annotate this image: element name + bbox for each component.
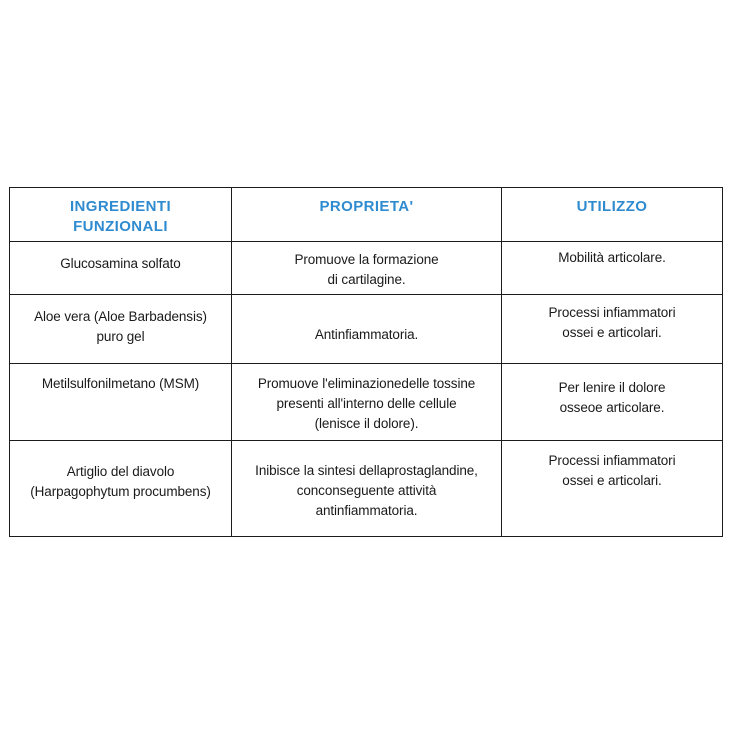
table-row bbox=[10, 242, 723, 295]
ingredient-cell bbox=[10, 364, 232, 441]
header-ingredienti bbox=[10, 188, 232, 242]
ingredient-text: puro gel bbox=[96, 329, 145, 344]
property-text: Promuove la formazione bbox=[294, 252, 439, 267]
ingredient-cell bbox=[10, 441, 232, 537]
ingredient-text: Metilsulfonilmetano (MSM) bbox=[41, 376, 200, 391]
property-cell bbox=[232, 364, 502, 441]
header-ingredienti-line-2: FUNZIONALI bbox=[73, 218, 168, 235]
usage-text: osseoe articolare. bbox=[559, 400, 665, 415]
usage-cell bbox=[502, 295, 723, 364]
property-text: (lenisce il dolore). bbox=[314, 416, 419, 431]
usage-cell bbox=[502, 441, 723, 537]
header-proprieta bbox=[232, 188, 502, 242]
property-cell bbox=[232, 441, 502, 537]
table-row bbox=[10, 364, 723, 441]
ingredient-text: (Harpagophytum procumbens) bbox=[30, 484, 211, 499]
property-text: Promuove l'eliminazionedelle tossine bbox=[257, 376, 476, 391]
usage-cell bbox=[502, 242, 723, 295]
usage-text: Mobilità articolare. bbox=[558, 250, 666, 265]
header-row bbox=[10, 188, 723, 242]
property-text: presenti all'interno delle cellule bbox=[276, 396, 457, 411]
table-row bbox=[10, 441, 723, 537]
ingredient-text: Artiglio del diavolo bbox=[66, 464, 175, 479]
header-utilizzo-label: UTILIZZO bbox=[576, 198, 648, 215]
header-utilizzo bbox=[502, 188, 723, 242]
property-cell bbox=[232, 295, 502, 364]
table-row bbox=[10, 295, 723, 364]
ingredient-text: Aloe vera (Aloe Barbadensis) bbox=[34, 309, 207, 324]
usage-text: Processi infiammatori bbox=[548, 305, 676, 320]
usage-text: Processi infiammatori bbox=[548, 453, 676, 468]
usage-text: Per lenire il dolore bbox=[558, 380, 666, 395]
usage-text: ossei e articolari. bbox=[562, 473, 662, 488]
ingredients-table bbox=[9, 187, 723, 537]
header-ingredienti-line-1: INGREDIENTI bbox=[69, 198, 172, 215]
usage-text: ossei e articolari. bbox=[562, 325, 662, 340]
property-text: Antinfiammatoria. bbox=[314, 327, 419, 342]
ingredient-cell bbox=[10, 242, 232, 295]
ingredient-text: Glucosamina solfato bbox=[60, 256, 181, 271]
header-proprieta-label: PROPRIETA' bbox=[319, 198, 414, 215]
property-text: antinfiammatoria. bbox=[315, 503, 418, 518]
usage-cell bbox=[502, 364, 723, 441]
property-cell bbox=[232, 242, 502, 295]
ingredient-cell bbox=[10, 295, 232, 364]
property-text: di cartilagine. bbox=[327, 272, 406, 287]
property-text: Inibisce la sintesi dellaprostaglandine, bbox=[255, 463, 478, 478]
property-text: conconseguente attività bbox=[296, 483, 437, 498]
